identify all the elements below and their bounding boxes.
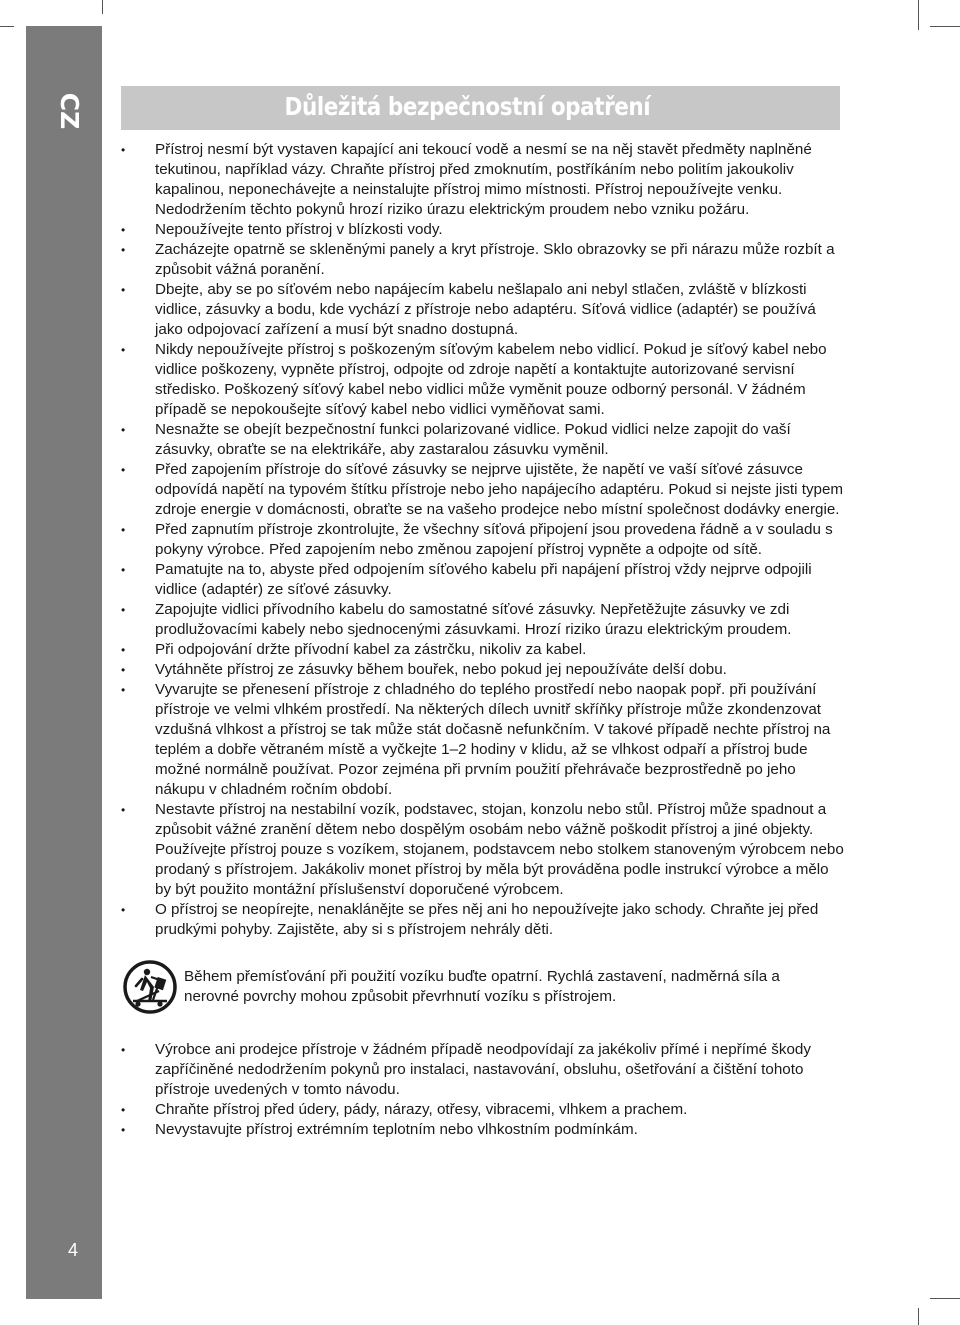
crop-mark-top-right <box>918 0 919 30</box>
list-item: • Nepoužívejte tento přístroj v blízkosti vody. <box>121 220 846 240</box>
list-item: • Nestavte přístroj na nestabilní vozík, podstavec, stojan, konzolu nebo stůl. Přístroj může spadnout a způsobit vážné zranění dětem nebo dospělým osobám nebo vážně poškodit přístroj a jiné objekty. Používejte přístroj pouze s vozíkem, stojanem, podstavcem nebo stolkem stanoveným výrobcem nebo prodaný s přístrojem. Jakákoliv monet přístroj by měla být prováděna podle instrukcí výrobce a mělo by být použito montážní příslušenství doporučené výrobcem. <box>121 800 846 900</box>
crop-mark-top-left <box>102 0 103 14</box>
list-item: • Přístroj nesmí být vystaven kapající ani tekoucí vodě a nesmí se na něj stavět předměty naplněné tekutinou, například vázy. Chraňte přístroj před zmoknutím, postříkáním nebo politím jakoukoliv kapalinou, neponechávejte a neinstalujte přístroj mimo místnosti. Přístroj nepoužívejte venku. Nedodržením těchto pokynů hrozí riziko úrazu elektrickým proudem nebo vzniku požáru. <box>121 140 846 220</box>
list-item: • Před zapnutím přístroje zkontrolujte, že všechny síťová připojení jsou provedena řádně a v souladu s pokyny výrobce. Před zapojením nebo změnou zapojení přístroj vypněte a odpojte od sítě. <box>121 520 846 560</box>
list-item: • Vyvarujte se přenesení přístroje z chladného do teplého prostředí nebo naopak popř. při používání přístroje ve velmi vlhkém prostředí. Na některých dílech uvnitř skříňky přístroje může zkondenzovat vzdušná vlhkost a přístroj se tak může stát dočasně nefunkčním. V takové případě nechte přístroj na teplém a dobře větraném místě a vyčkejte 1–2 hodiny v klidu, až se vlhkost odpaří a přístroj bude možné normálně používat. Pozor zejména při prvním použití přehrávače bezprostředně po jeho nákupu v chladném ročním období. <box>121 680 846 800</box>
title-bar <box>121 86 840 130</box>
list-item: • Zapojujte vidlici přívodního kabelu do samostatné síťové zásuvky. Nepřetěžujte zásuvky ve zdi prodlužovacími kabely nebo sjednocenými zásuvkami. Hrozí riziko úrazu elektrickým proudem. <box>121 600 846 640</box>
crop-mark-right-bottom <box>930 1298 960 1299</box>
cart-warning-text: Během přemísťování při použití vozíku buďte opatrní. Rychlá zastavení, nadměrná síla a nerovné povrchy mohou způsobit převrhnutí vozíku s přístrojem. <box>184 968 780 1005</box>
list-item: • Při odpojování držte přívodní kabel za zástrčku, nikoliv za kabel. <box>121 640 846 660</box>
language-sidebar <box>26 26 102 1299</box>
list-item: • Před zapojením přístroje do síťové zásuvky se nejprve ujistěte, že napětí ve vaší síťové zásuvce odpovídá napětí na typovém štítku přístroje nebo jeho napájecího adaptéru. Pokud si nejste jisti typem zdroje energie v domácnosti, obraťte se na vašeho prodejce nebo místní společnost dodávky energie. <box>121 460 846 520</box>
language-code: CZ <box>55 92 85 130</box>
page-title: Důležitá bezpečnostní opatření <box>284 92 650 121</box>
list-item: • Vytáhněte přístroj ze zásuvky během bouřek, nebo pokud jej nepoužíváte delší dobu. <box>121 660 846 680</box>
page-number: 4 <box>67 1240 78 1260</box>
list-item: • Výrobce ani prodejce přístroje v žádném případě neodpovídají za jakékoliv přímé i nepřímé škody zapříčiněné nedodržením pokynů pro instalaci, nastavování, obsluhu, ošetřování a čištění tohoto přístroje uvedených v tomto návodu. <box>121 1040 846 1100</box>
list-item: • Chraňte přístroj před údery, pády, nárazy, otřesy, vibracemi, vlhkem a prachem. <box>121 1100 846 1120</box>
list-item: • O přístroj se neopírejte, nenaklánějte se přes něj ani ho nepoužívejte jako schody. Chraňte jej před prudkými pohyby. Zajistěte, aby si s přístrojem nehrály děti. <box>121 900 846 940</box>
safety-list <box>121 140 846 940</box>
cart-tip-over-warning-icon <box>123 960 177 1014</box>
crop-mark-bottom-right <box>918 1308 919 1325</box>
list-item: • Pamatujte na to, abyste před odpojením síťového kabelu při napájení přístroj vždy nejprve odpojili vidlice (adaptér) ze síťové zásuvky. <box>121 560 846 600</box>
list-item: • Nesnažte se obejít bezpečnostní funkci polarizované vidlice. Pokud vidlici nelze zapojit do vaší zásuvky, obraťte se na elektrikáře, aby zastaralou zásuvku vyměnil. <box>121 420 846 460</box>
cart-warning <box>121 960 846 1014</box>
list-item: • Zacházejte opatrně se skleněnými panely a kryt přístroje. Sklo obrazovky se při nárazu může rozbít a způsobit vážná poranění. <box>121 240 846 280</box>
crop-mark-left-top <box>0 26 14 27</box>
list-item: • Nevystavujte přístroj extrémním teplotním nebo vlhkostním podmínkám. <box>121 1120 846 1140</box>
crop-mark-right-top <box>930 26 960 27</box>
list-item: • Dbejte, aby se po síťovém nebo napájecím kabelu nešlapalo ani nebyl stlačen, zvláště v blízkosti vidlice, zásuvky a bodu, kde vychází z přístroje nebo adaptéru. Síťová vidlice (adaptér) se používá jako odpojovací zařízení a musí být snadno dostupná. <box>121 280 846 340</box>
safety-content <box>121 140 846 1140</box>
list-item: • Nikdy nepoužívejte přístroj s poškozeným síťovým kabelem nebo vidlicí. Pokud je síťový kabel nebo vidlice poškozeny, vypněte přístroj, odpojte od zdroje napětí a kontaktujte autorizované servisní středisko. Poškozený síťový kabel nebo vidlici může vyměnit pouze odborný personál. V žádném případě se nepokoušejte síťový kabel nebo vidlici vyměňovat sami. <box>121 340 846 420</box>
final-list <box>121 1040 846 1140</box>
